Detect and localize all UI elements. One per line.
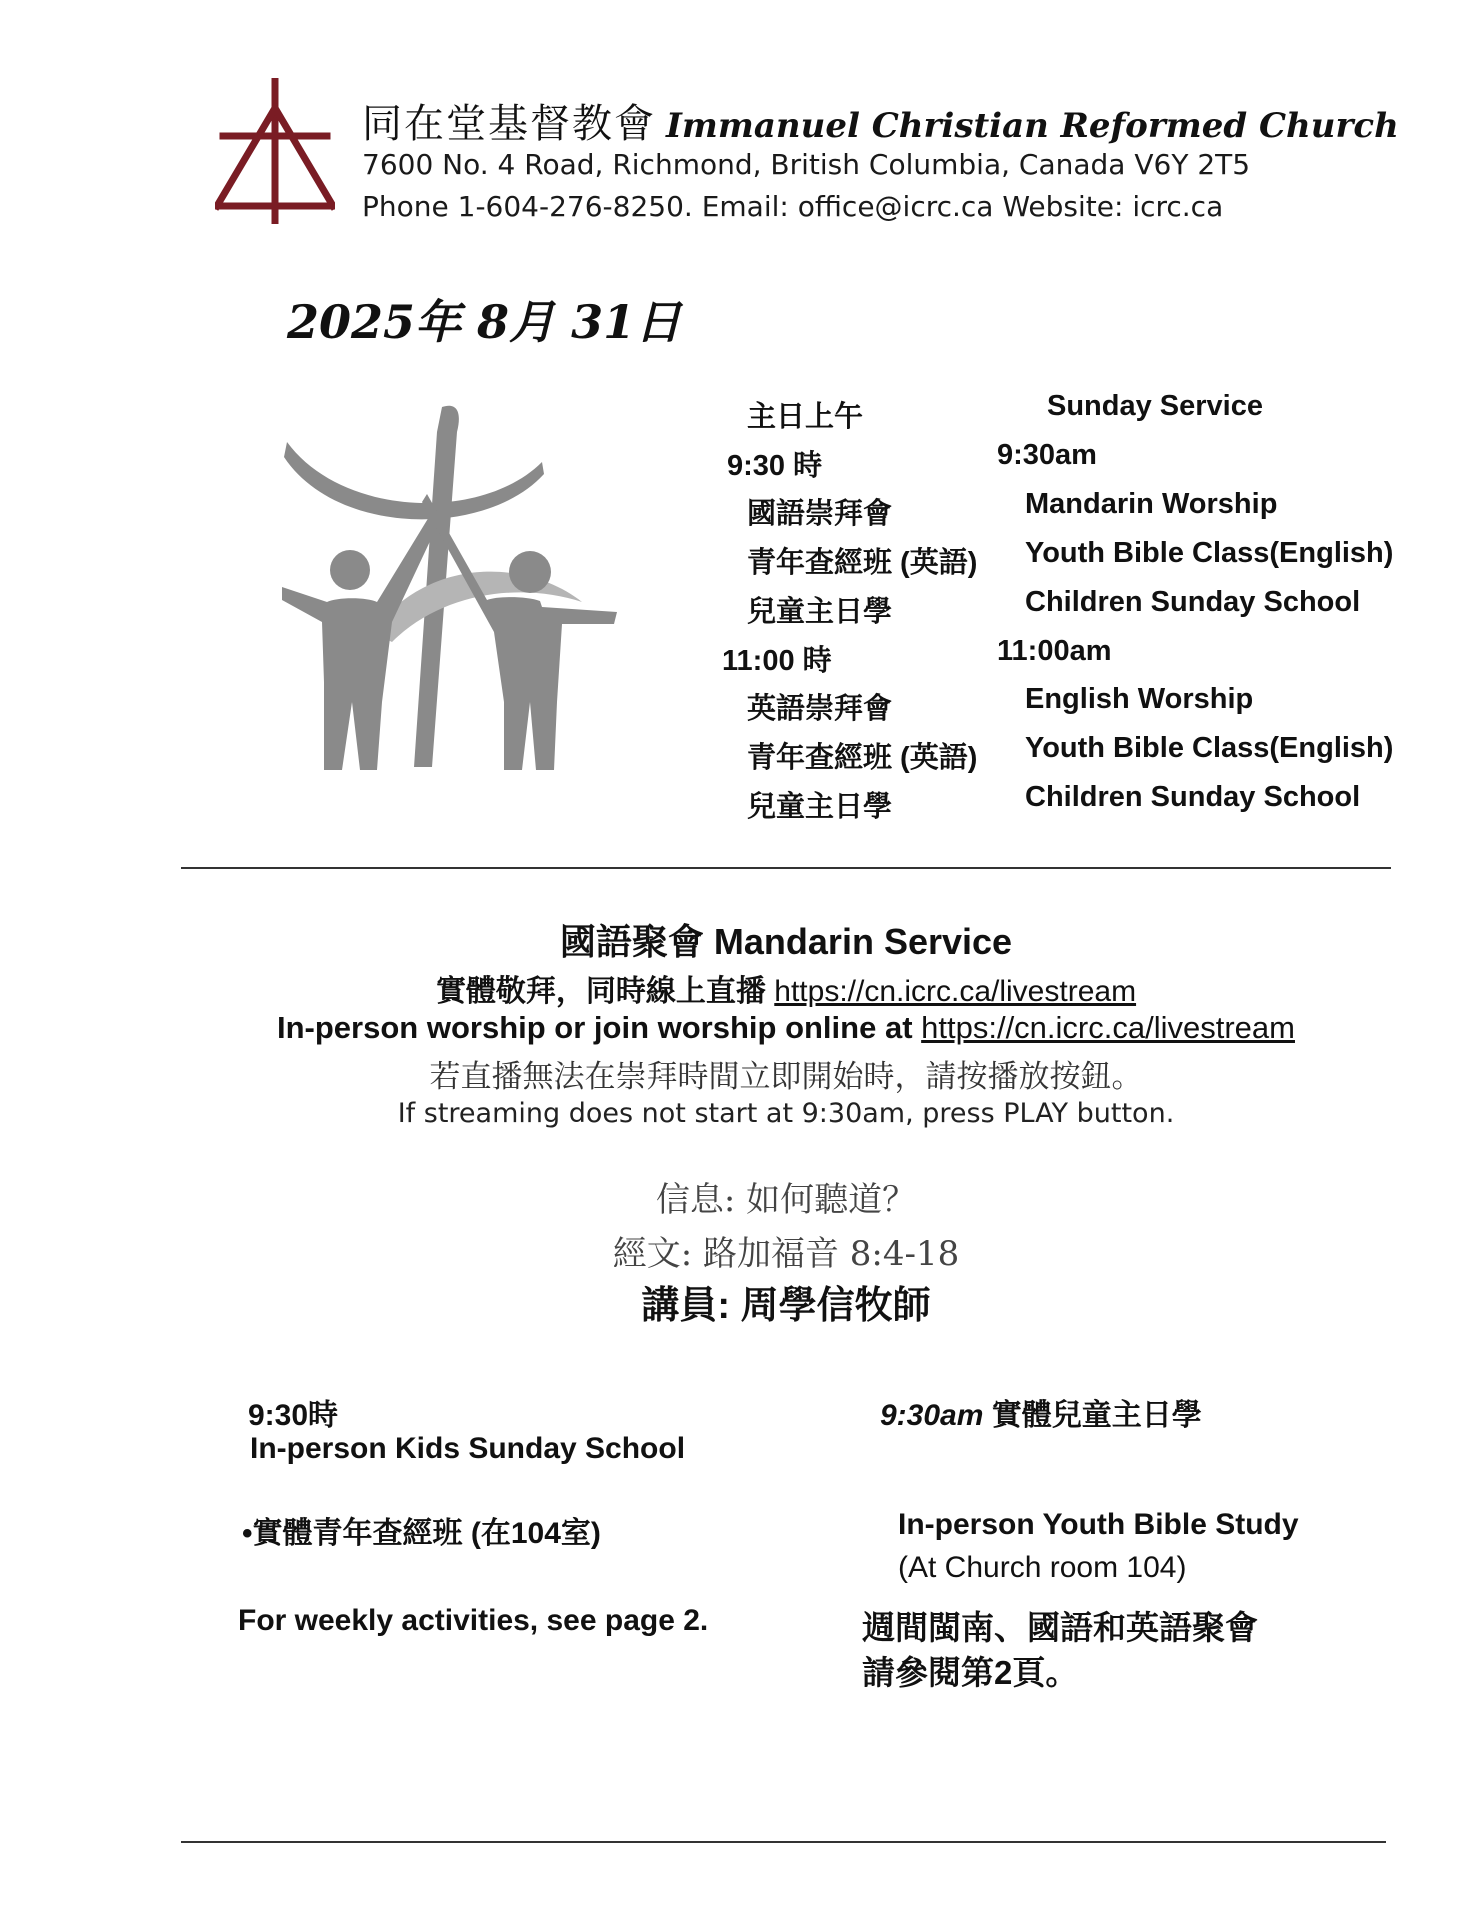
church-name-cn: 同在堂基督教會 <box>362 101 656 147</box>
divider <box>181 1841 1386 1843</box>
youth-study-room: (At Church room 104) <box>898 1551 1187 1584</box>
schedule-time-cn: 11:00 時 <box>722 645 832 677</box>
cross-people-emblem <box>282 402 622 772</box>
schedule-item-en: English Worship <box>1025 683 1254 715</box>
schedule-item-en: Children Sunday School <box>1025 586 1361 618</box>
livestream-link[interactable]: https://cn.icrc.ca/livestream <box>774 975 1137 1008</box>
kids-school-cn <box>880 1390 1202 1434</box>
schedule-item-cn: 青年查經班 (英語) <box>747 742 978 774</box>
divider <box>181 867 1391 869</box>
youth-study-en: In-person Youth Bible Study <box>898 1508 1299 1541</box>
weekly-activities-cn-1: 週間閩南、國語和英語聚會 <box>862 1609 1258 1646</box>
sermon-speaker: 講員: 周學信牧師 <box>641 1285 931 1327</box>
church-contact: Phone 1-604-276-8250. Email: office@icrc.ca Website: icrc.ca <box>362 190 1224 223</box>
sermon-title: 信息: 如何聽道？ <box>655 1180 917 1220</box>
livestream-line-en <box>180 1010 1392 1046</box>
weekly-activities-en: For weekly activities, see page 2. <box>238 1604 709 1637</box>
schedule-item-cn: 英語崇拜會 <box>747 693 893 725</box>
schedule-time-en: 9:30am <box>997 439 1097 471</box>
livestream-link-en[interactable]: https://cn.icrc.ca/livestream <box>921 1010 1295 1045</box>
bulletin-date: 2025年 8月 31日 <box>287 295 682 349</box>
kids-school-en: In-person Kids Sunday School <box>250 1432 686 1465</box>
stream-note-en: If streaming does not start at 9:30am, press PLAY button. <box>397 1098 1175 1129</box>
youth-study-cn <box>242 1508 601 1552</box>
church-logo <box>215 78 335 224</box>
schedule-item-cn: 兒童主日學 <box>747 791 893 823</box>
kids-school-cn-label: 實體兒童主日學 <box>991 1399 1202 1432</box>
church-name-en: Immanuel Christian Reformed Church <box>666 106 1399 146</box>
mandarin-service-heading: 國語聚會 Mandarin Service <box>559 921 1013 962</box>
schedule-item-en: Mandarin Worship <box>1025 488 1278 520</box>
livestream-text-en: In-person worship or join worship online at <box>277 1010 913 1045</box>
schedule-item-en: Children Sunday School <box>1025 781 1361 813</box>
livestream-text-cn: 實體敬拜，同時線上直播 <box>435 975 766 1008</box>
schedule-item-cn: 國語崇拜會 <box>747 498 893 530</box>
youth-study-cn-label: 實體青年查經班 (在104室) <box>252 1517 601 1550</box>
schedule-heading-cn: 主日上午 <box>747 401 864 433</box>
stream-note-cn: 若直播無法在崇拜時間立即開始時，請按播放按鈕。 <box>429 1059 1143 1095</box>
weekly-activities-cn-2: 請參閱第2頁。 <box>862 1654 1079 1691</box>
schedule-item-en: Youth Bible Class(English) <box>1025 537 1394 569</box>
schedule-time-en: 11:00am <box>997 635 1112 667</box>
schedule-time-cn: 9:30 時 <box>727 450 823 482</box>
church-address: 7600 No. 4 Road, Richmond, British Columbia, Canada V6Y 2T5 <box>362 148 1251 181</box>
bullet-icon: • <box>242 1517 253 1550</box>
schedule-heading-en: Sunday Service <box>1047 390 1263 422</box>
kids-time-en: 9:30am <box>880 1399 984 1432</box>
sermon-scripture: 經文: 路加福音 8:4-18 <box>612 1234 960 1274</box>
church-name <box>362 92 1399 149</box>
livestream-line-cn <box>180 966 1392 1010</box>
schedule-item-en: Youth Bible Class(English) <box>1025 732 1394 764</box>
kids-time-cn: 9:30時 <box>248 1399 339 1432</box>
schedule-item-cn: 青年查經班 (英語) <box>747 547 978 579</box>
schedule-item-cn: 兒童主日學 <box>747 596 893 628</box>
